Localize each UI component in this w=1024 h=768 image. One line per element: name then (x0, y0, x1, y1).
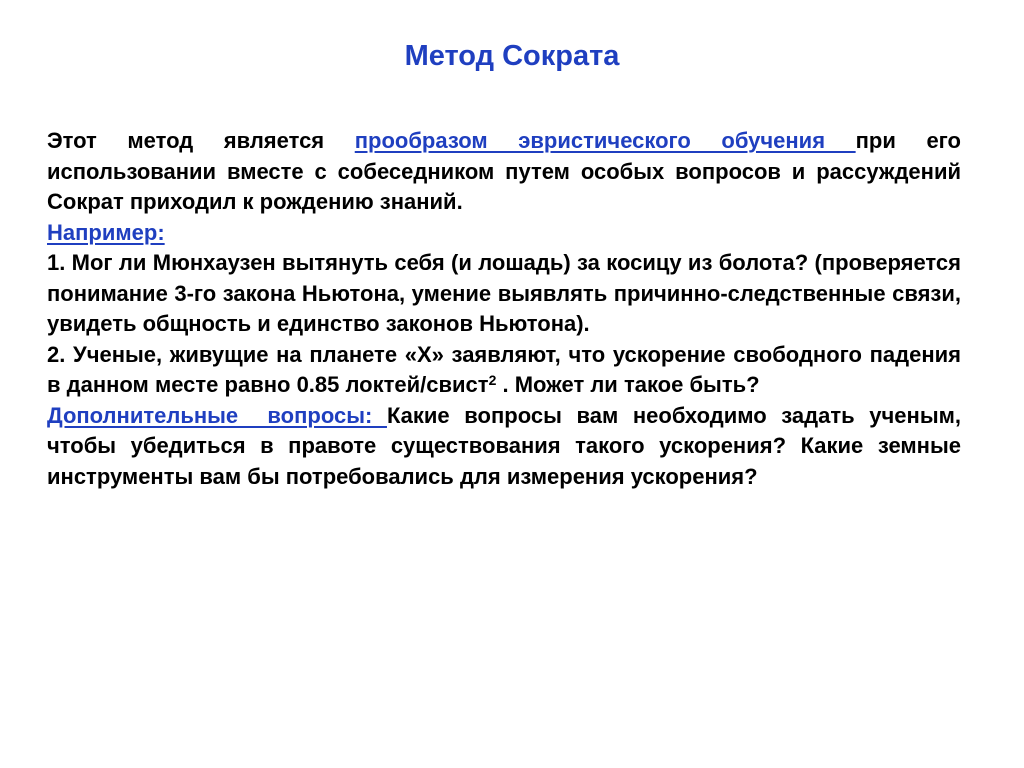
slide-body (47, 126, 961, 492)
example-heading (47, 218, 961, 249)
intro-text-before: Этот метод является (47, 128, 355, 153)
heuristic-learning-link[interactable]: прообразом эвристического обучения (354, 128, 856, 153)
example-item-2 (47, 340, 961, 401)
additional-questions-text: Какие вопросы вам необходимо задать ученым, чтобы убедиться в правоте существования такого ускорения? Какие земные инструменты вам бы потребовались для измерения ускорения? (47, 402, 961, 489)
example-label-link[interactable]: Например: (47, 219, 165, 245)
intro-text-after: при его использовании вместе с собеседником путем особых вопросов и рассуждений Сократ приходил к рождению знаний. (47, 128, 961, 214)
intro-paragraph (47, 126, 961, 218)
additional-questions-link[interactable]: Дополнительные вопросы: (47, 402, 387, 428)
example-item-2-text: 2. Ученые, живущие на планете «Х» заявляют, что ускорение свободного падения в данном месте равно 0.85 локтей/свист (47, 341, 961, 397)
example-item-2-after: . Может ли такое быть? (496, 372, 760, 397)
slide-title: Метод Сократа (404, 40, 620, 72)
superscript-exponent: 2 (488, 372, 497, 388)
additional-questions-paragraph (47, 401, 961, 493)
example-item-1: 1. Мог ли Мюнхаузен вытянуть себя (и лошадь) за косицу из болота? (проверяется понимание 3-го закона Ньютона, умение выявлять причинно-следственные связи, увидеть общность и единство законов Ньютона). (47, 250, 961, 336)
